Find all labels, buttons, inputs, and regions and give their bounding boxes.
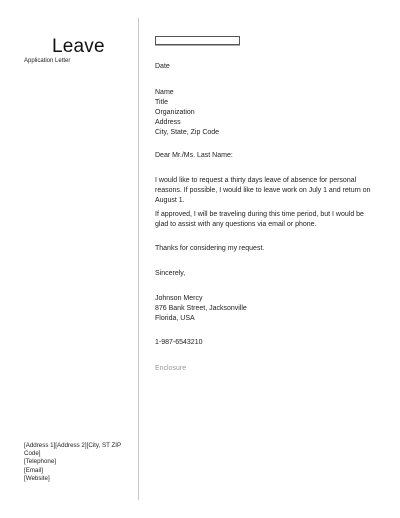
contact-address-zip: Code]	[24, 450, 41, 458]
sender-name: Johnson Mercy	[155, 295, 203, 302]
date-input-box[interactable]	[155, 36, 240, 45]
sidebar-subtitle: Application Letter	[24, 58, 71, 64]
vertical-divider	[138, 18, 139, 500]
paragraph-request: I would like to request a thirty days leave of absence for personal reasons. If possible, I would like to leave work on July 1 and return on August 1.	[155, 177, 371, 204]
salutation: Dear Mr./Ms. Last Name:	[155, 152, 233, 159]
recipient-title: Title	[155, 99, 168, 106]
sidebar-title: Leave	[52, 36, 105, 57]
contact-website: [Website]	[24, 474, 50, 482]
letter-date: Date	[155, 63, 170, 70]
recipient-name: Name	[155, 89, 174, 96]
sender-city: Florida, USA	[155, 315, 195, 322]
paragraph-travel: If approved, I will be traveling during this time period, but I would be glad to assist with any questions via email or phone.	[155, 211, 364, 228]
recipient-organization: Organization	[155, 109, 195, 116]
contact-email: [Email]	[24, 466, 43, 474]
sender-phone: 1-987-6543210	[155, 339, 203, 346]
recipient-address: Address	[155, 119, 181, 126]
sidebar-contact-block	[24, 442, 124, 483]
recipient-block	[155, 88, 375, 138]
closing: Sincerely,	[155, 270, 186, 277]
recipient-city-state-zip: City, State, Zip Code	[155, 129, 220, 136]
contact-telephone: [Telephone]	[24, 458, 56, 466]
contact-address-line: [Address 1][Address 2][City, ST ZIP	[24, 442, 122, 449]
enclosure-label: Enclosure	[155, 365, 187, 372]
paragraph-thanks: Thanks for considering my request.	[155, 245, 265, 252]
sender-street: 876 Bank Street, Jacksonville	[155, 305, 247, 312]
sender-block	[155, 294, 375, 324]
